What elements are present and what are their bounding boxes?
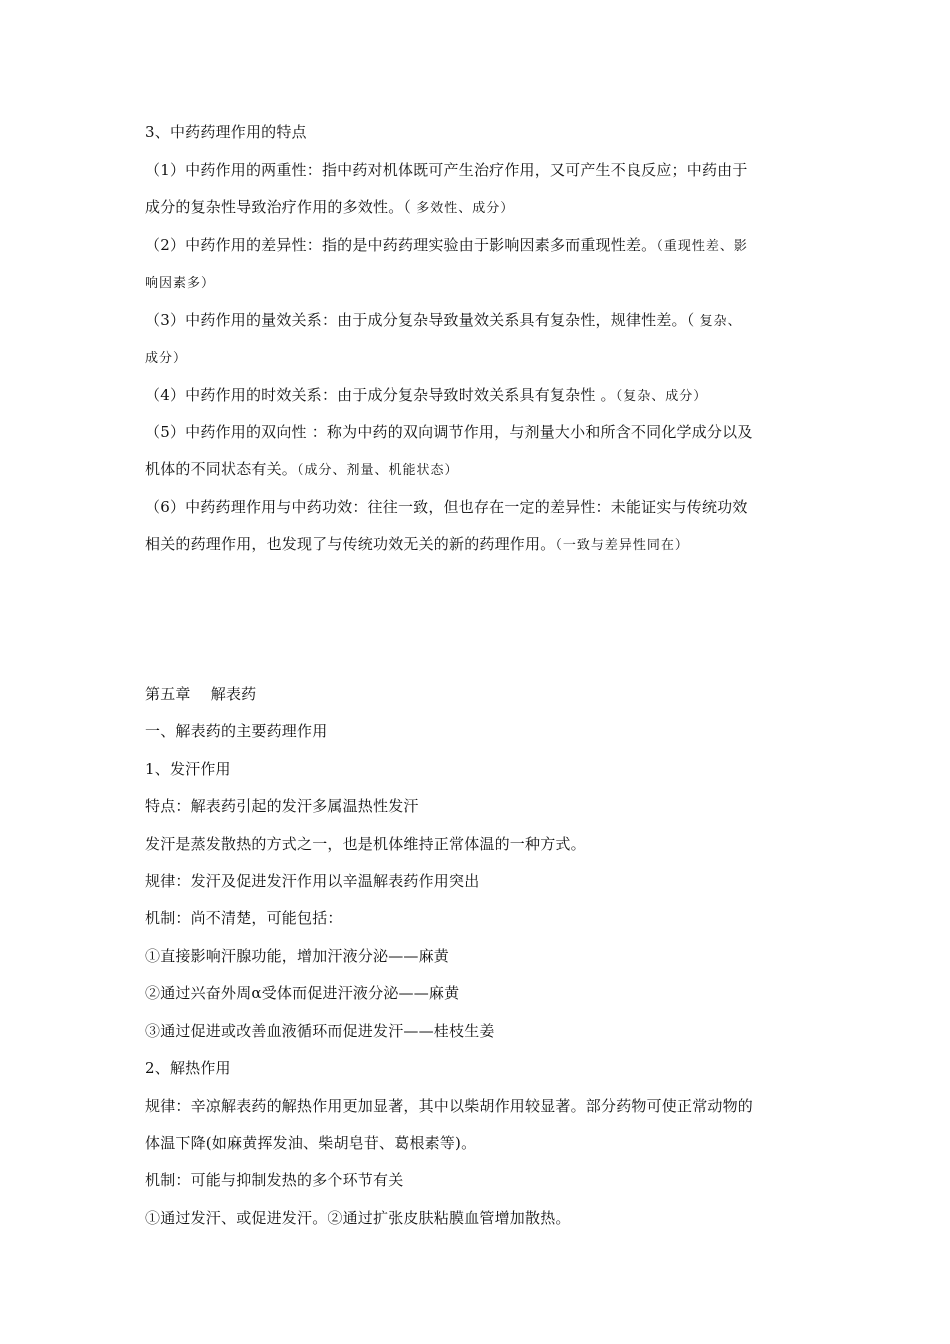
- paragraph-text: （4）中药作用的时效关系：由于成分复杂导致时效关系具有复杂性 。: [145, 386, 616, 404]
- paragraph-line: 机制：可能与抑制发热的多个环节有关: [145, 1171, 404, 1189]
- paragraph-line: 发汗是蒸发散热的方式之一，也是机体维持正常体温的一种方式。: [145, 835, 586, 853]
- paragraph-line: [145, 534, 815, 556]
- paragraph-line: 规律：辛凉解表药的解热作用更加显著，其中以柴胡作用较显著。部分药物可使正常动物的: [145, 1097, 754, 1115]
- paragraph-line: 体温下降(如麻黄挥发油、柴胡皂苷、葛根素等)。: [145, 1134, 477, 1152]
- paragraph-line: ②通过兴奋外周α受体而促进汗液分泌——麻黄: [145, 984, 460, 1002]
- paragraph-line: [145, 235, 815, 257]
- paragraph-line: 机制：尚不清楚，可能包括：: [145, 909, 343, 927]
- paragraph-line: 规律：发汗及促进发汗作用以辛温解表药作用突出: [145, 872, 480, 890]
- paragraph-line: ③通过促进或改善血液循环而促进发汗——桂枝生姜: [145, 1022, 495, 1040]
- paragraph-line: [145, 385, 815, 407]
- paragraph-line: [145, 272, 815, 294]
- paragraph-line: [145, 459, 815, 481]
- paragraph-line: 1、发汗作用: [145, 760, 231, 778]
- paragraph-note: 成分）: [145, 351, 188, 366]
- paragraph-line: （5）中药作用的双向性 ：称为中药的双向调节作用，与剂量大小和所含不同化学成分以及: [145, 423, 753, 441]
- paragraph-line: （1）中药作用的两重性：指中药对机体既可产生治疗作用，又可产生不良反应；中药由于: [145, 161, 748, 179]
- paragraph-line: （6）中药药理作用与中药功效：往往一致，但也存在一定的差异性：未能证实与传统功效: [145, 498, 748, 516]
- section-heading: 3、中药药理作用的特点: [145, 123, 307, 141]
- paragraph-line: 特点：解表药引起的发汗多属温热性发汗: [145, 797, 419, 815]
- paragraph-note: （重现性差、影: [656, 239, 748, 254]
- paragraph-line: ①通过发汗、或促进发汗。②通过扩张皮肤粘膜血管增加散热。: [145, 1209, 571, 1227]
- paragraph-text: 机体的不同状态有关。: [145, 460, 298, 478]
- paragraph-line: ①直接影响汗腺功能，增加汗液分泌——麻黄: [145, 947, 450, 965]
- paragraph-line: 2、解热作用: [145, 1059, 231, 1077]
- paragraph-note: （复杂、成分）: [615, 389, 708, 404]
- paragraph-note: （成分、剂量、机能状态）: [297, 463, 459, 478]
- paragraph-text: （2）中药作用的差异性：指的是中药药理实验由于影响因素多而重现性差。: [145, 236, 657, 254]
- paragraph-note: 复杂、: [694, 314, 742, 329]
- paragraph-text: （3）中药作用的量效关系：由于成分复杂导致量效关系具有复杂性，规律性差。（: [145, 311, 695, 329]
- paragraph-line: [145, 347, 815, 369]
- paragraph-text: 成分的复杂性导致治疗作用的多效性。（: [145, 198, 412, 216]
- chapter-title: 第五章 解表药: [145, 685, 257, 703]
- paragraph-note: （一致与差异性同在）: [555, 538, 689, 553]
- paragraph-note: 多效性、成分）: [411, 201, 515, 216]
- paragraph-note: 响因素多）: [145, 276, 216, 291]
- paragraph-line: [145, 310, 815, 332]
- paragraph-text: 相关的药理作用，也发现了与传统功效无关的新的药理作用。: [145, 535, 556, 553]
- paragraph-line: [145, 197, 815, 219]
- paragraph-line: 一、解表药的主要药理作用: [145, 722, 328, 740]
